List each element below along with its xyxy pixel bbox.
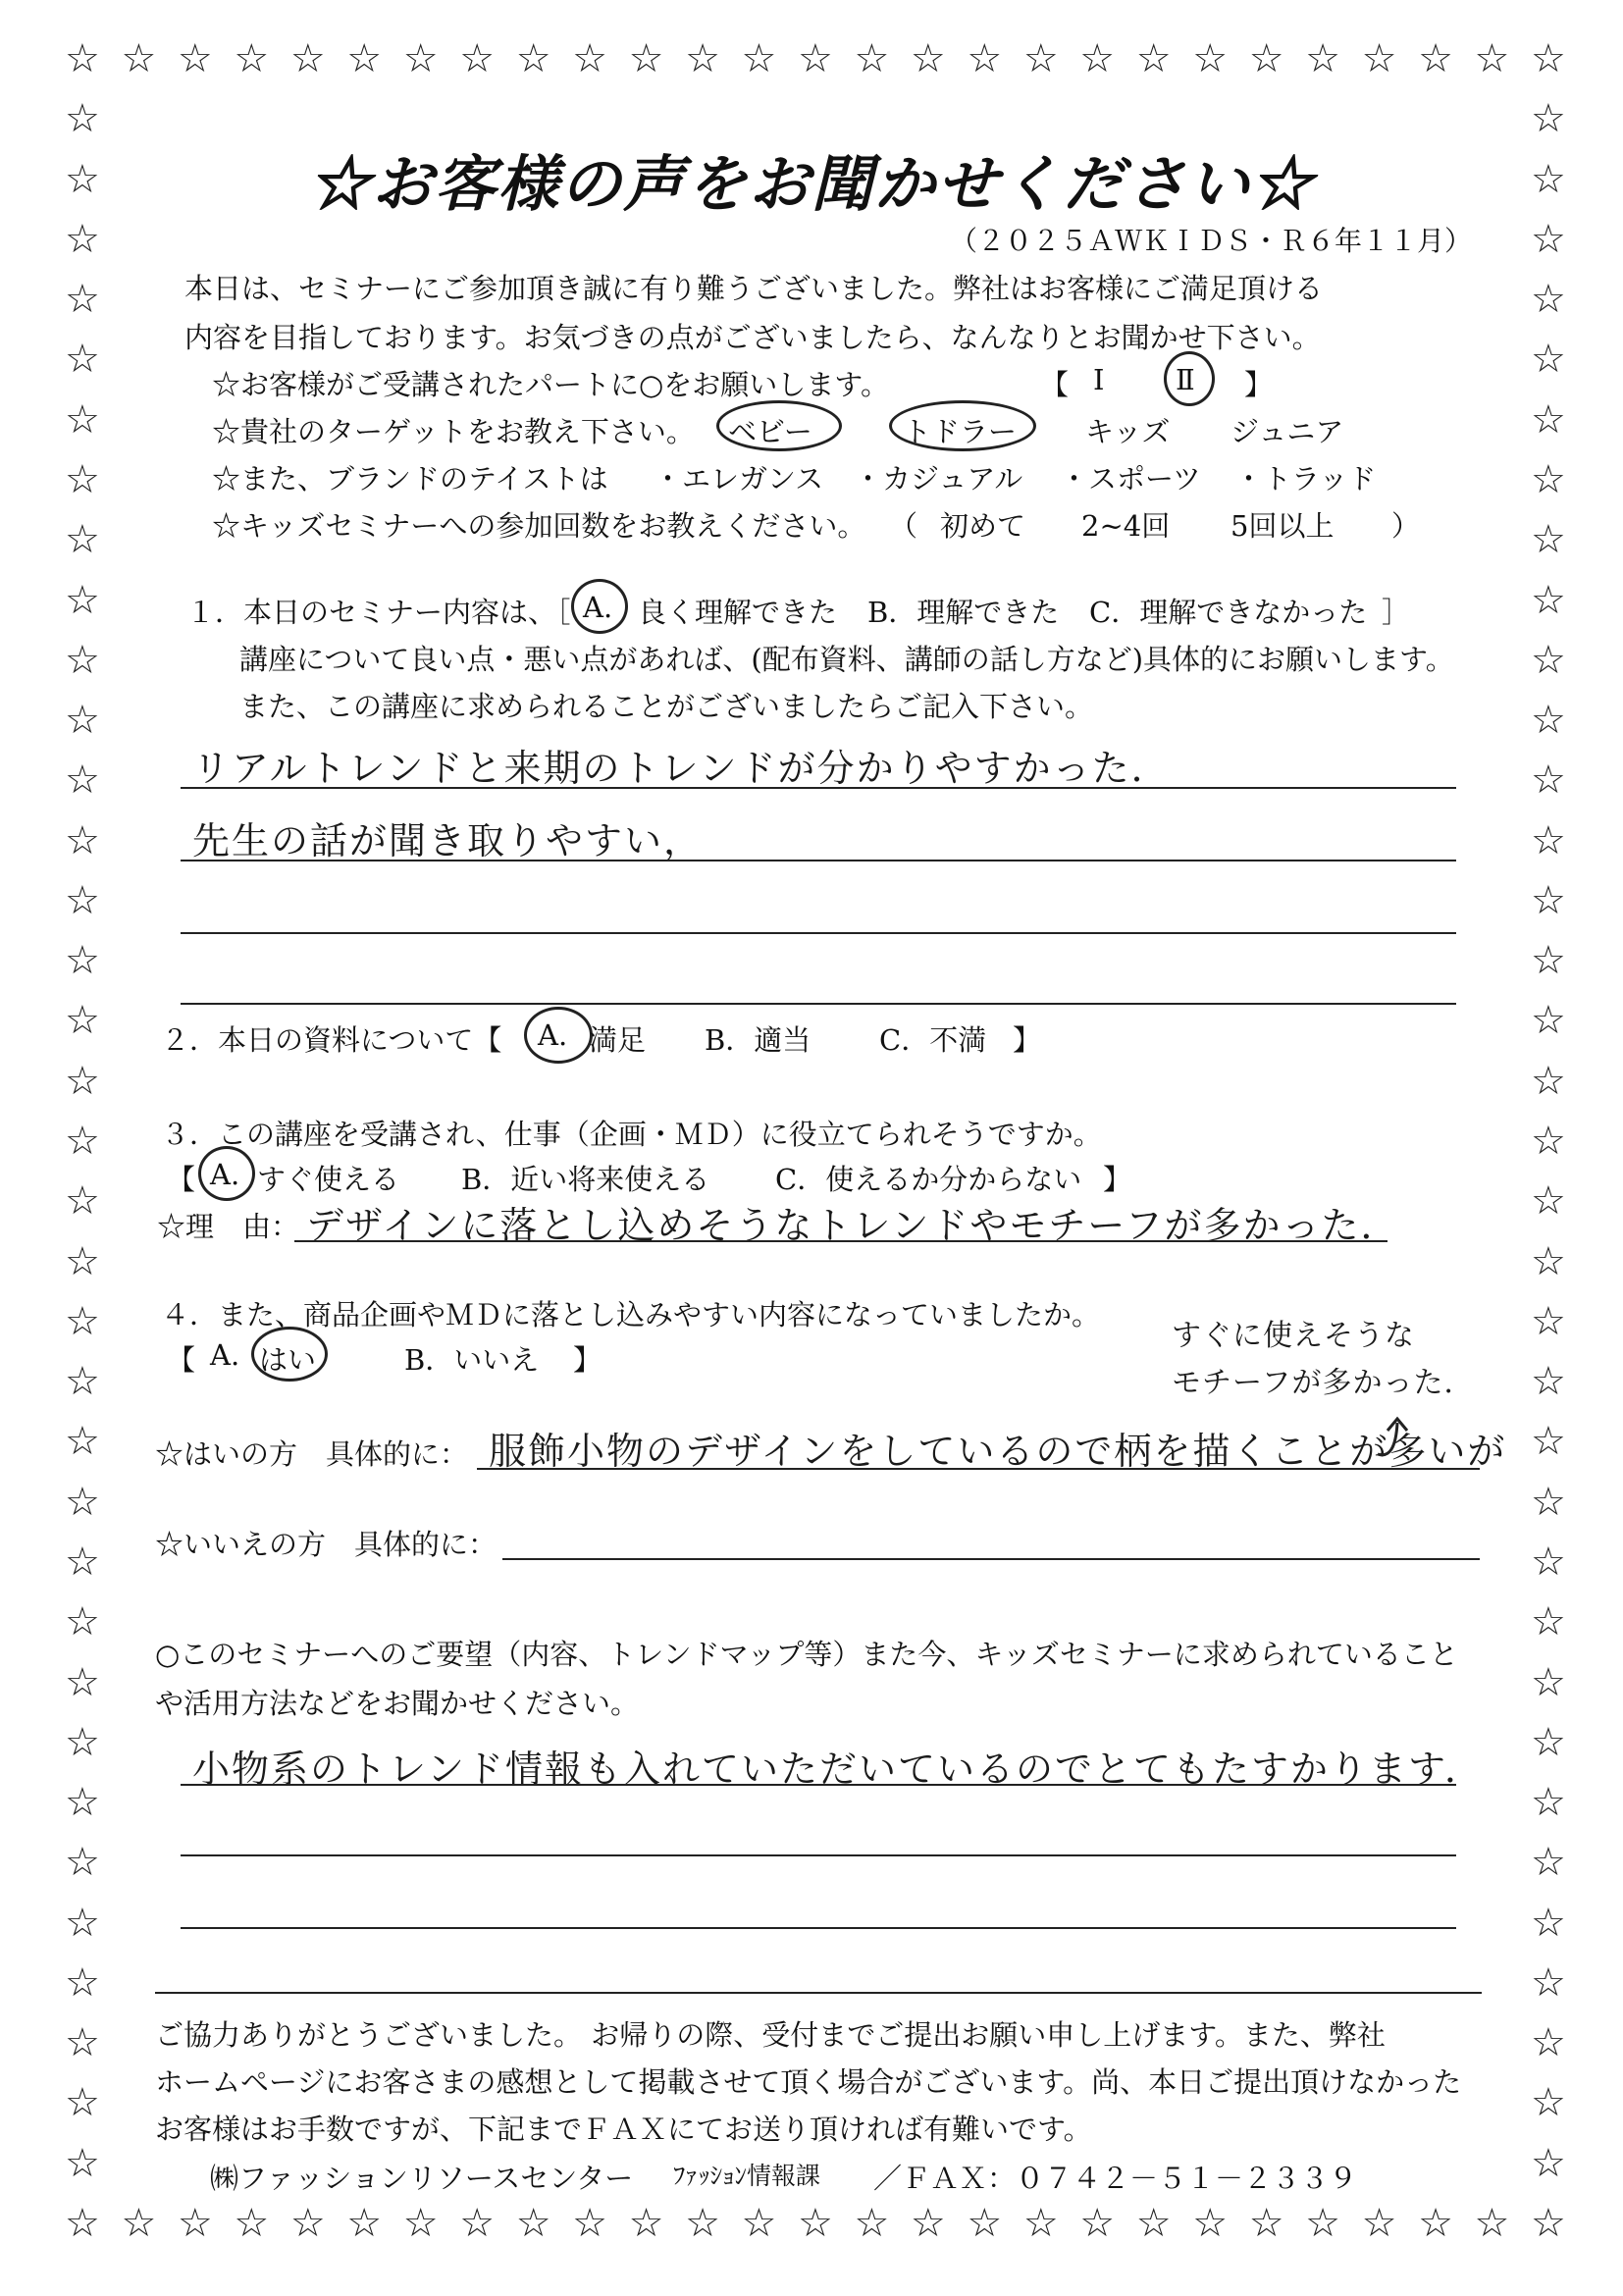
q2-option-a-text: 満足 [589, 1023, 647, 1057]
q1-line-2: 講座について良い点・悪い点があれば、(配布資料、講師の話し方など)具体的にお願いします。 [239, 643, 1454, 676]
border-star-icon: ☆ [798, 2201, 833, 2246]
q1-selection-circle [571, 579, 628, 634]
border-star-icon: ☆ [65, 1780, 100, 1826]
part-bracket-open: 【 [1040, 368, 1070, 401]
border-star-icon: ☆ [1531, 1119, 1566, 1164]
border-star-icon: ☆ [459, 2201, 496, 2246]
q1-answer-line-1 [181, 787, 1456, 789]
border-star-icon: ☆ [1531, 1298, 1566, 1344]
border-star-icon: ☆ [65, 1840, 100, 1886]
border-star-icon: ☆ [741, 2201, 777, 2246]
border-star-icon: ☆ [628, 36, 664, 81]
border-star-icon: ☆ [65, 156, 100, 202]
request-line-1: ○このセミナーへのご要望（内容、トレンドマップ等）また今、キッズセミナーに求められていること [155, 1638, 1458, 1671]
q4-no-line[interactable] [502, 1558, 1480, 1560]
border-star-icon: ☆ [572, 36, 607, 81]
q1-answer-line-4 [181, 1003, 1456, 1005]
q3-reason-line [294, 1240, 1387, 1242]
arrow-up-icon [1370, 1411, 1419, 1466]
taste-option-sports[interactable]: ・スポーツ [1060, 462, 1201, 496]
border-star-icon: ☆ [967, 2201, 1003, 2246]
part-selection-circle [1164, 351, 1215, 406]
border-star-icon: ☆ [234, 2201, 270, 2246]
border-star-icon: ☆ [967, 36, 1003, 81]
request-line-2: や活用方法などをお聞かせください。 [155, 1687, 640, 1720]
border-star-icon: ☆ [65, 2201, 100, 2246]
border-star-icon: ☆ [1418, 36, 1453, 81]
part-option-1[interactable]: Ⅰ [1093, 363, 1105, 396]
target-toddler-circle [889, 400, 1036, 451]
border-star-icon: ☆ [1531, 1959, 1566, 2006]
q3-option-a[interactable]: A. [210, 1158, 240, 1191]
border-star-icon: ☆ [1531, 517, 1566, 563]
border-star-icon: ☆ [1531, 1539, 1566, 1585]
border-star-icon: ☆ [65, 2140, 100, 2186]
q4-margin-note-1: すぐに使えそうな [1172, 1319, 1415, 1353]
q1-option-c[interactable]: C．理解できなかった [1089, 596, 1368, 629]
q2-prefix: ２．本日の資料について【 [161, 1023, 502, 1057]
q1-bracket-close: ］ [1382, 596, 1411, 629]
border-star-icon: ☆ [402, 36, 439, 81]
border-star-icon: ☆ [910, 2201, 946, 2246]
q1-option-b[interactable]: B．理解できた [867, 596, 1060, 629]
border-star-icon: ☆ [346, 2201, 383, 2246]
border-star-icon: ☆ [65, 96, 100, 142]
border-star-icon: ☆ [1531, 2080, 1566, 2126]
q4-option-a[interactable]: A. [210, 1338, 240, 1372]
border-star-icon: ☆ [1531, 1419, 1566, 1465]
q4-bracket-close: 】 [573, 1343, 602, 1377]
q2-bracket-close: 】 [1013, 1023, 1042, 1057]
count-option-first[interactable]: 初めて [940, 509, 1026, 543]
q3-line-1: ３．この講座を受講され、仕事（企画・ＭＤ）に役立てられそうですか。 [161, 1118, 1102, 1151]
count-paren-close: ） [1391, 509, 1421, 543]
taste-option-elegance[interactable]: ・エレガンス [654, 462, 824, 496]
border-star-icon: ☆ [65, 456, 100, 502]
q1-answer-line-2 [181, 860, 1456, 861]
border-star-icon: ☆ [1531, 577, 1566, 623]
q3-bracket-close: 】 [1103, 1163, 1132, 1196]
part-label: ☆お客様がご受講されたパートに○をお願いします。 [212, 368, 889, 401]
border-star-icon: ☆ [65, 1599, 100, 1645]
border-star-icon: ☆ [65, 1719, 100, 1765]
border-star-icon: ☆ [1531, 698, 1566, 744]
border-star-icon: ☆ [572, 2201, 607, 2246]
footer-fax: ／ＦＡＸ：０７４２－５１－２３３９ [873, 2162, 1358, 2195]
q2-selection-circle [524, 1007, 593, 1064]
q2-option-b[interactable]: B．適当 [705, 1023, 812, 1057]
count-label: ☆キッズセミナーへの参加回数をお教えください。 [212, 509, 866, 543]
part-bracket-close: 】 [1244, 368, 1274, 401]
border-star-icon: ☆ [1531, 156, 1566, 202]
border-star-icon: ☆ [1531, 216, 1566, 262]
q1-prefix: １．本日のセミナー内容は、［ [186, 596, 571, 629]
request-line-b [181, 1854, 1456, 1856]
intro-line-2: 内容を目指しております。お気づきの点がございましたら、なんなりとお聞かせ下さい。 [184, 321, 1321, 354]
q3-bracket-open: 【 [167, 1163, 196, 1196]
border-star-icon: ☆ [910, 36, 946, 81]
border-star-icon: ☆ [459, 36, 496, 81]
border-star-icon: ☆ [234, 36, 270, 81]
border-star-icon: ☆ [65, 698, 100, 744]
request-answer[interactable]: 小物系のトレンド情報も入れていただいているのでとてもたすかります． [192, 1748, 1485, 1791]
q1-answer-2[interactable]: 先生の話が聞き取りやすい， [192, 819, 704, 862]
border-star-icon: ☆ [1531, 1599, 1566, 1645]
border-star-icon: ☆ [121, 2201, 157, 2246]
border-star-icon: ☆ [515, 36, 551, 81]
border-star-icon: ☆ [1531, 277, 1566, 323]
border-star-icon: ☆ [685, 36, 720, 81]
border-star-icon: ☆ [1474, 2201, 1510, 2246]
border-star-icon: ☆ [65, 517, 100, 563]
border-star-icon: ☆ [1079, 36, 1116, 81]
q1-answer-line-3 [181, 932, 1456, 934]
q4-no-label: ☆いいえの方 具体的に： [155, 1528, 497, 1561]
count-option-2-4[interactable]: 2~4回 [1081, 509, 1171, 543]
border-star-icon: ☆ [65, 817, 100, 863]
border-star-icon: ☆ [1192, 36, 1229, 81]
border-star-icon: ☆ [1305, 2201, 1340, 2246]
border-star-icon: ☆ [1531, 96, 1566, 142]
border-star-icon: ☆ [854, 36, 890, 81]
border-star-icon: ☆ [1135, 36, 1172, 81]
intro-line-1: 本日は、セミナーにご参加頂き誠に有り難うございました。弊社はお客様にご満足頂ける [184, 272, 1324, 305]
border-star-icon: ☆ [1531, 36, 1566, 81]
q4-margin-note-2: モチーフが多かった． [1172, 1366, 1475, 1400]
border-star-icon: ☆ [1531, 637, 1566, 683]
part-option-2[interactable]: Ⅱ [1176, 363, 1195, 396]
border-star-icon: ☆ [1531, 396, 1566, 443]
q3-selection-circle [198, 1146, 255, 1201]
footer-company: ㈱ファッションリソースセンター [210, 2162, 634, 2195]
q4-option-a-text: はい [259, 1343, 317, 1377]
border-star-icon: ☆ [1531, 2140, 1566, 2186]
border-star-icon: ☆ [1531, 877, 1566, 923]
target-label: ☆貴社のターゲットをお教え下さい。 [212, 415, 695, 448]
border-star-icon: ☆ [65, 1900, 100, 1946]
border-star-icon: ☆ [628, 2201, 664, 2246]
border-star-icon: ☆ [289, 36, 326, 81]
border-star-icon: ☆ [1418, 2201, 1453, 2246]
border-star-icon: ☆ [1531, 1479, 1566, 1525]
border-star-icon: ☆ [1531, 1719, 1566, 1765]
target-option-junior[interactable]: ジュニア [1230, 415, 1344, 448]
border-star-icon: ☆ [1248, 2201, 1284, 2246]
border-star-icon: ☆ [346, 36, 383, 81]
q4-line-1: ４．また、商品企画やＭＤに落とし込みやすい内容になっていましたか。 [161, 1298, 1101, 1331]
border-star-icon: ☆ [1361, 36, 1397, 81]
taste-option-trad[interactable]: ・トラッド [1234, 462, 1377, 496]
target-baby-circle [716, 400, 842, 451]
border-star-icon: ☆ [1079, 2201, 1116, 2246]
border-star-icon: ☆ [1531, 1840, 1566, 1886]
page-title: ☆お客様の声をお聞かせください☆ [308, 148, 1314, 220]
border-star-icon: ☆ [65, 216, 100, 262]
border-star-icon: ☆ [65, 277, 100, 323]
border-star-icon: ☆ [65, 36, 100, 81]
border-star-icon: ☆ [65, 637, 100, 683]
border-star-icon: ☆ [1531, 1359, 1566, 1405]
border-star-icon: ☆ [65, 1359, 100, 1405]
border-star-icon: ☆ [685, 2201, 720, 2246]
request-line-c [181, 1927, 1456, 1929]
survey-code: （２０２５ＡＷＫＩＤＳ・Ｒ６年１１月） [950, 225, 1473, 257]
target-option-toddler[interactable]: トドラー [903, 415, 1018, 448]
border-star-icon: ☆ [1531, 1178, 1566, 1225]
border-star-icon: ☆ [65, 877, 100, 923]
border-star-icon: ☆ [1531, 938, 1566, 984]
border-star-icon: ☆ [65, 1959, 100, 2006]
footer-line-1: ご協力ありがとうございました。 お帰りの際、受付までご提出お願い申し上げます。また、弊社 [155, 2018, 1386, 2052]
border-star-icon: ☆ [854, 2201, 890, 2246]
q1-option-a[interactable]: A. [583, 591, 613, 624]
border-star-icon: ☆ [1361, 2201, 1397, 2246]
q4-option-b[interactable]: B．いいえ [404, 1343, 540, 1377]
border-star-icon: ☆ [65, 1659, 100, 1705]
border-star-icon: ☆ [65, 938, 100, 984]
border-star-icon: ☆ [1531, 2020, 1566, 2066]
border-star-icon: ☆ [1531, 817, 1566, 863]
border-star-icon: ☆ [741, 36, 777, 81]
border-star-icon: ☆ [65, 577, 100, 623]
border-star-icon: ☆ [65, 396, 100, 443]
taste-label: ☆また、ブランドのテイストは [212, 462, 608, 496]
footer-line-3: お客様はお手数ですが、下記までＦＡＸにてお送り頂ければ有難いです。 [155, 2113, 1092, 2146]
border-star-icon: ☆ [65, 998, 100, 1044]
q3-option-b[interactable]: B．近い将来使える [461, 1163, 710, 1196]
border-star-icon: ☆ [1531, 2201, 1566, 2246]
target-option-baby[interactable]: ベビー [728, 415, 812, 448]
border-star-icon: ☆ [1531, 1780, 1566, 1826]
border-star-icon: ☆ [1022, 36, 1059, 81]
q3-option-c[interactable]: C．使えるか分からない [775, 1163, 1082, 1196]
border-star-icon: ☆ [1135, 2201, 1172, 2246]
q3-option-a-text: すぐ使える [257, 1163, 400, 1196]
count-paren-open: （ [889, 509, 918, 543]
border-star-icon: ☆ [65, 2080, 100, 2126]
q4-yes-label: ☆はいの方 具体的に： [155, 1437, 469, 1471]
target-option-kids[interactable]: キッズ [1085, 415, 1171, 448]
border-star-icon: ☆ [65, 1178, 100, 1225]
footer-divider [155, 1992, 1482, 1994]
border-star-icon: ☆ [65, 1419, 100, 1465]
request-line-a [181, 1784, 1456, 1786]
border-star-icon: ☆ [65, 1119, 100, 1164]
border-star-icon: ☆ [289, 2201, 326, 2246]
q4-yes-line [477, 1468, 1480, 1470]
border-star-icon: ☆ [515, 2201, 551, 2246]
q1-answer-1[interactable]: リアルトレンドと来期のトレンドが分かりやすかった． [192, 747, 1171, 790]
border-star-icon: ☆ [121, 36, 157, 81]
q2-option-a[interactable]: A. [538, 1018, 568, 1052]
border-star-icon: ☆ [1531, 998, 1566, 1044]
footer-line-2: ホームページにお客さまの感想として掲載させて頂く場合がございます。尚、本日ご提出頂けなかった [155, 2065, 1462, 2099]
q4-yes-answer[interactable]: 服飾小物のデザインをしているので柄を描くことが多いが [489, 1430, 1507, 1473]
border-star-icon: ☆ [1248, 36, 1284, 81]
footer-dept: ﾌｧｯｼｮﾝ情報課 [673, 2162, 821, 2190]
border-star-icon: ☆ [1531, 1659, 1566, 1705]
border-star-icon: ☆ [402, 2201, 439, 2246]
border-star-icon: ☆ [65, 1479, 100, 1525]
border-star-icon: ☆ [1305, 36, 1340, 81]
border-star-icon: ☆ [177, 36, 213, 81]
border-star-icon: ☆ [65, 757, 100, 804]
border-star-icon: ☆ [65, 337, 100, 383]
q1-option-a-text: 良く理解できた [638, 596, 838, 629]
q4-selection-circle [251, 1327, 328, 1382]
border-star-icon: ☆ [65, 2020, 100, 2066]
border-star-icon: ☆ [1531, 1058, 1566, 1104]
border-star-icon: ☆ [177, 2201, 213, 2246]
q2-option-c[interactable]: C．不満 [879, 1023, 987, 1057]
border-star-icon: ☆ [798, 36, 833, 81]
q3-reason-label: ☆理 由： [157, 1210, 300, 1243]
border-star-icon: ☆ [1022, 2201, 1059, 2246]
border-star-icon: ☆ [1531, 1900, 1566, 1946]
taste-option-casual[interactable]: ・カジュアル [854, 462, 1023, 496]
border-star-icon: ☆ [65, 1298, 100, 1344]
border-star-icon: ☆ [65, 1539, 100, 1585]
q1-line-3: また、この講座に求められることがございましたらご記入下さい。 [239, 690, 1094, 723]
q3-reason-answer[interactable]: デザインに落とし込めそうなトレンドやモチーフが多かった． [306, 1204, 1400, 1247]
border-star-icon: ☆ [65, 1238, 100, 1284]
q4-bracket-open: 【 [167, 1343, 196, 1377]
border-star-icon: ☆ [1531, 1238, 1566, 1284]
count-option-5plus[interactable]: 5回以上 [1230, 509, 1335, 543]
border-star-icon: ☆ [1531, 337, 1566, 383]
border-star-icon: ☆ [1531, 456, 1566, 502]
border-star-icon: ☆ [1192, 2201, 1229, 2246]
border-star-icon: ☆ [65, 1058, 100, 1104]
border-star-icon: ☆ [1531, 757, 1566, 804]
border-star-icon: ☆ [1474, 36, 1510, 81]
